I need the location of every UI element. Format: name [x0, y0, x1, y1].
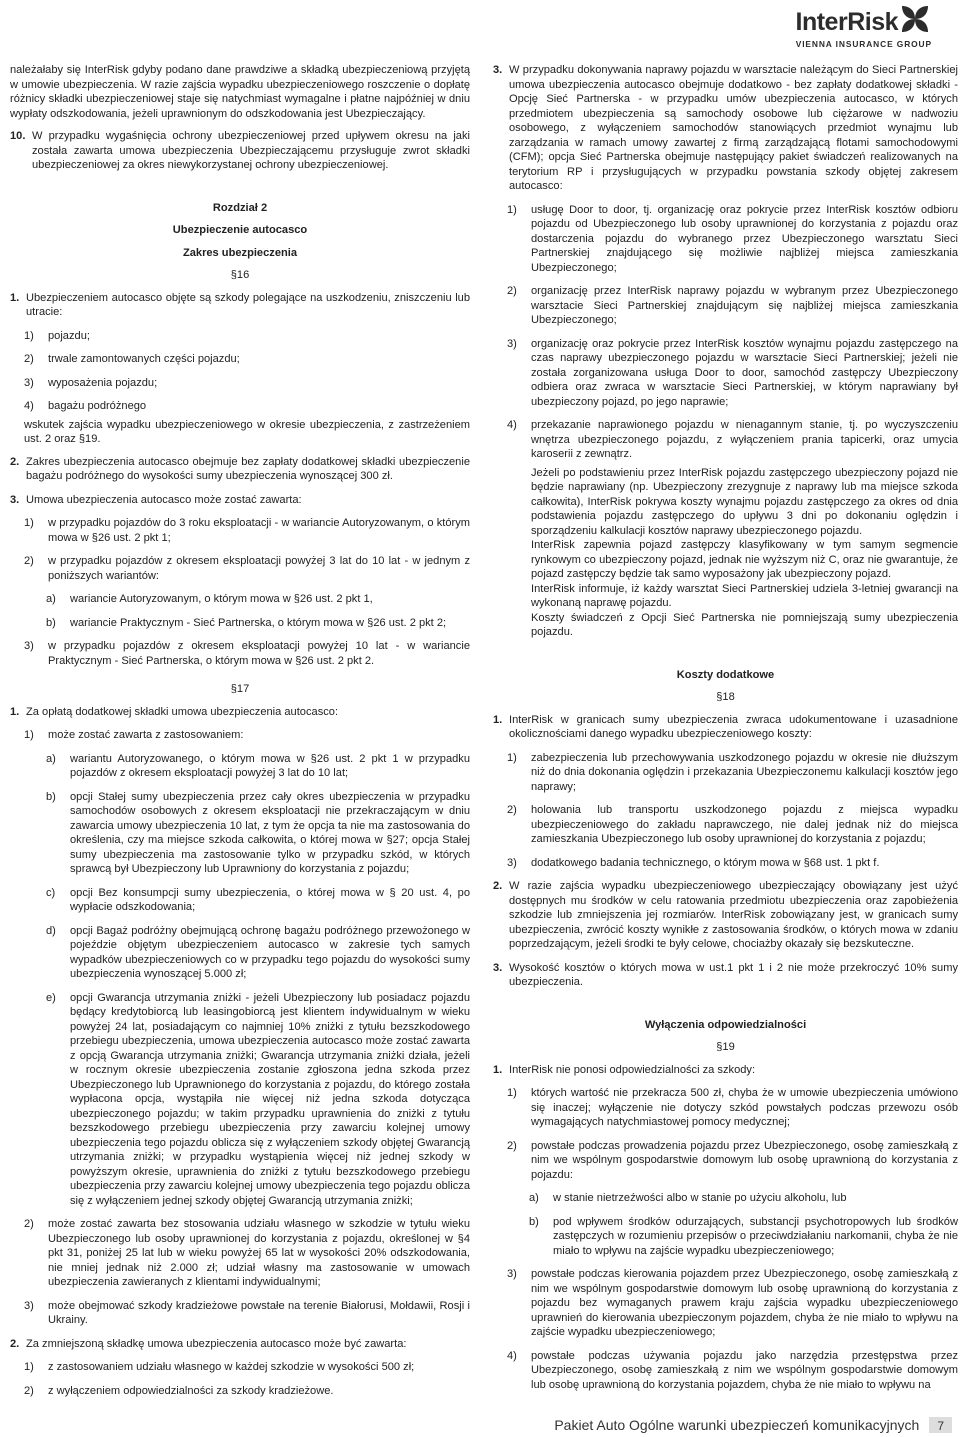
s18-point-3 — [493, 961, 958, 990]
sub-list-item: a) wariancie Autoryzowanym, o którym mowa w §26 ust. 2 pkt 1, — [46, 593, 373, 605]
item-number: 2. — [10, 455, 20, 468]
list-item: 1) zabezpieczenia lub przechowywania uszkodzonego pojazdu w okresie nie dłuższym niż do dnia dokonania oględzin i przekazania Ubezpieczonemu kalkulacji kosztów jego naprawy; — [507, 751, 958, 793]
section-symbol: §17 — [230, 683, 250, 695]
page-number: 7 — [929, 1417, 952, 1433]
item-text: W przypadku dokonywania naprawy pojazdu w warsztacie należącym do Sieci Partnerskiej umowa ubezpieczenia autocasco obejmuje dodatkowo - bez zapłaty dodatkowej składki - Opcję Sieć Partnerska - w przypadku umów ubezpieczenia autocasco, w których przedmiotem ubezpieczenia są samochody osobowe lub ciężarowe w nadwoziu osobowego, z wyłączeniem samochodów stanowiących przedmiot wynajmu lub zarządzania w ramach umowy zawartej z firmą zarządzającą flotami samochodowymi (CFM); opcja Sieć Partnerska obejmuje następujący pakiet świadczeń realizowanych na terytorium RP i przysługujących w przypadku powstania szkody objętej zakresem autocasco: — [509, 64, 958, 192]
list-item: 4) bagażu podróżnego — [24, 400, 147, 412]
logo-wordmark: InterRisk — [795, 8, 898, 36]
list-item: 3) organizację oraz pokrycie przez InterRisk kosztów wynajmu pojazdu zastępczego na czas naprawy ubezpieczonego pojazdu w warsztacie Sieci Partnerskiej; jeżeli nie została zorganizowana usługa Door to door, samochód zastępczy Ubezpieczony odbiera oraz zwraca w warsztacie Sieci Partnerskiej, w którym naprawiany był ubezpieczony pojazd, po jego naprawie; — [507, 337, 958, 408]
list-item: 3) może obejmować szkody kradzieżowe powstałe na terenie Białorusi, Mołdawii, Rosji i Ukrainy. — [24, 1299, 470, 1326]
item-number: 2. — [10, 1337, 20, 1350]
s16-point-1 — [10, 291, 470, 320]
sub-list-item: b) opcji Stałej sumy ubezpieczenia przez cały okres ubezpieczenia w przypadku samochodów osobowych z okresem eksploatacji nie przekraczającym w dniu zawarcia umowy ubezpieczenia 10 lat, z tym że opcja ta nie ma zastosowania do określenia, czy ma miejsce szkoda całkowita, o której mowa w §27; opcja Stałej sumy ubezpieczenia ma zastosowanie tylko w przypadku szkód, w których sprawcą był Ubezpieczony lub Uprawniony do korzystania z pojazdu; — [46, 790, 470, 875]
sub-list-item: b) wariancie Praktycznym - Sieć Partnerska, o którym mowa w §26 ust. 2 pkt 2; — [46, 616, 447, 629]
logo — [777, 4, 932, 54]
section-title: Koszty dodatkowe — [676, 668, 775, 681]
list-item: 2) w przypadku pojazdów z okresem eksploatacji powyżej 3 lat do 10 lat - w jednym z poniższych wariantów: — [24, 555, 470, 582]
list-item: 3) powstałe podczas kierowania pojazdem przez Ubezpieczonego, osobę zamieszkałą z nim we wspólnym gospodarstwie domowym lub osobę uprawnioną do korzystania z pojazdu bez wymaganych prawem kraju zajścia wypadku ubezpieczeniowego uprawnień do kierowania ubezpieczonym pojazdem, chyba że nie miało to wpływu na zajście wypadku ubezpieczeniowego; — [507, 1268, 958, 1338]
list-item: 2) może zostać zawarta bez stosowania udziału własnego w szkodzie w tytułu wieku Ubezpieczonego lub osoby uprawnionej do korzystania z pojazdu, określonej w §4 pkt 31, poniżej 25 lat lub w wieku powyżej 65 lat w wysokości 20% odszkodowania, nie mniej jednak niż 2.000 zł; udział własny ma zastosowanie w umowach ubezpieczenia zawieranych z klientami indywidualnymi; — [24, 1218, 470, 1288]
note-paragraph: InterRisk zapewnia pojazd zastępczy klasyfikowany w tym samym segmencie rynkowym co ubezpieczony pojazd, jednak nie wyższym niż C, oraz nie gwarantuje, że pojazd zastępczy będzie tak samo wyposażony jak ubezpieczony pojazd. — [531, 539, 958, 580]
list-item: 1) z zastosowaniem udziału własnego w każdej szkodzie w wysokości 500 zł; — [24, 1361, 415, 1373]
list-item: 4) powstałe podczas używania pojazdu jako narzędzia przestępstwa przez Ubezpieczonego, osobę zamieszkałą z nim we wspólnym gospodarstwie domowym lub osobę uprawnioną do korzystania pojazdem, chyba że nie miało to wpływu na — [507, 1349, 958, 1391]
item-number: 1. — [10, 705, 20, 718]
item-text: Zakres ubezpieczenia autocasco obejmuje bez zapłaty dodatkowej składki ubezpieczenie bagażu podróżnego do wysokości sumy ubezpieczenia wynoszącej 300 zł. — [26, 455, 470, 482]
exclusions-heading — [493, 1018, 958, 1055]
s17-point-1 — [10, 705, 470, 720]
item-text: InterRisk w granicach sumy ubezpieczenia zwraca udokumentowane i uzasadnione okolicznościami danego wypadku ubezpieczeniowego koszty: — [509, 713, 958, 740]
list-item: 1) może zostać zawarta z zastosowaniem: — [24, 729, 244, 741]
section-symbol: §16 — [230, 269, 250, 281]
leaf-logo-icon — [900, 4, 930, 34]
item-number: 2. — [493, 880, 503, 892]
sub-list-item: e) opcji Gwarancja utrzymania zniżki - jeżeli Ubezpieczony lub posiadacz pojazdu będący kredytobiorcą lub leasingobiorcą jest klientem indywidualnym w wieku powyżej 24 lat, posiadającym co najmniej 10% zniżki z tytułu bezszkodowego przebiegu ubezpieczenia, umowa ubezpieczenia autocasco może zostać zawarta z opcją Gwarancja utrzymania zniżki; Gwarancja utrzymania zniżki działa, jeżeli w rocznym okresie ubezpieczenia zostanie zgłoszona jedna szkoda przez Ubezpieczonego lub Uprawnionego do korzystania z pojazdu, do którego została wypłacona opcja, wystąpiła nie więcej niż jedna szkoda dotycząca ubezpieczonego pojazdu; w takim przypadku uprawnienia do zniżki z tytułu bezszkodowego przebiegu ubezpieczenia przy zawarciu kolejnej umowy ubezpieczenia tego pojazdu oblicza się z wyłączeniem szkody objętej Gwarancją utrzymania zniżki; w przypadku wystąpienia więcej niż jednej szkody w powyższym okresie, uprawnienia do zniżki z tytułu bezszkodowego przebiegu ubezpieczenia przy zawarciu kolejnej umowy ubezpieczenia tego pojazdu oblicza się z wyłączeniem jednej szkody objętej Gwarancją utrzymania zniżki; — [46, 991, 470, 1207]
costs-heading — [493, 668, 958, 705]
sub-list-item: a) wariantu Autoryzowanego, o którym mowa w §26 ust. 2 pkt 1 w przypadku pojazdów z okresem eksploatacji powyżej 3 lat do 10 lat; — [46, 752, 470, 779]
list-item: 3) dodatkowego badania technicznego, o którym mowa w §68 ust. 1 pkt f. — [507, 856, 880, 869]
sub-list-item: d) opcji Bagaż podróżny obejmującą ochronę bagażu podróżnego przewożonego w pojeździe objętym ubezpieczeniem autocasco w zakresie tych samych wypadków ubezpieczeniowych co w przypadku tego pojazdu do wysokości sumy ubezpieczenia wynoszącej 5.000 zł; — [46, 924, 470, 980]
item-number: 3. — [10, 493, 20, 506]
item-number: 3. — [493, 64, 503, 76]
section-title: Wyłączenia odpowiedzialności — [644, 1018, 807, 1031]
section-symbol: §19 — [716, 1041, 735, 1053]
chapter-title: Ubezpieczenie autocasco — [172, 224, 308, 236]
s19-point-1 — [493, 1063, 958, 1078]
item-text: Ubezpieczeniem autocasco objęte są szkody polegające na uszkodzeniu, zniszczeniu lub utracie: — [26, 291, 470, 318]
section-symbol: §18 — [716, 691, 735, 703]
s17-point-2 — [10, 1337, 470, 1352]
page-footer — [554, 1413, 952, 1433]
list-item: 2) organizację przez InterRisk naprawy pojazdu w wybranym przez Ubezpieczonego warsztacie Sieci Partnerskiej znajdującym się najbliżej miejsca zamieszkania Ubezpieczonego; — [507, 285, 958, 326]
list-item: 2) z wyłączeniem odpowiedzialności za szkody kradzieżowe. — [24, 1384, 334, 1397]
chapter-number: Rozdział 2 — [212, 201, 268, 214]
section-title: Zakres ubezpieczenia — [182, 246, 298, 259]
item-text: Za opłatą dodatkowej składki umowa ubezpieczenia autocasco: — [26, 705, 339, 718]
right-column — [493, 63, 958, 1401]
list-item: 1) w przypadku pojazdów do 3 roku eksploatacji - w wariancie Autoryzowanym, o którym mowa w §26 ust. 2 pkt 1; — [24, 517, 470, 544]
item-text: Wysokość kosztów o których mowa w ust.1 pkt 1 i 2 nie może przekroczyć 10% sumy ubezpieczenia. — [509, 961, 958, 988]
item-number: 10. — [10, 130, 26, 142]
item-number: 1. — [10, 291, 20, 304]
left-column — [10, 63, 470, 1407]
sub-list-item: c) opcji Bez konsumpcji sumy ubezpieczenia, o której mowa w § 20 ust. 4, po wypłacie odszkodowania; — [46, 886, 470, 913]
list-item: 1) usługę Door to door, tj. organizację oraz pokrycie przez InterRisk kosztów odbioru pojazdu od Ubezpieczonego lub osoby uprawnionej do korzystania z pojazdu oraz dostarczenia pojazdu do wybranego przez Ubezpieczonego warsztatu Sieci Partnerskiej znajdującego się możliwie najbliżej miejsca zamieszkania Ubezpieczonego; — [507, 203, 958, 274]
logo-tagline: VIENNA INSURANCE GROUP — [795, 39, 932, 49]
item-number: 3. — [493, 961, 503, 974]
list-item: 4) przekazanie naprawionego pojazdu w nienagannym stanie, tj. po wyczyszczeniu wnętrza ubezpieczonego pojazdu, z wyłączeniem prania tapicerki, oraz umycia karoserii z zewnątrz. — [507, 419, 958, 460]
s18-point-1 — [493, 713, 958, 742]
sub-list-item: a) w stanie nietrzeźwości albo w stanie po użyciu alkoholu, lub — [529, 1192, 847, 1204]
sub-list-item: b) pod wpływem środków odurzających, substancji psychotropowych lub środków zastępczych w rozumieniu przepisów o przeciwdziałaniu narkomanii, chyba że nie miało to wpływu na zajście wypadku ubezpieczeniowego; — [529, 1215, 958, 1257]
item-text: Umowa ubezpieczenia autocasco może zostać zawarta: — [26, 493, 302, 506]
note-paragraph: Jeżeli po podstawieniu przez InterRisk pojazdu zastępczego ubezpieczony pojazd nie będzie naprawiany (np. Ubezpieczony zrezygnuje z naprawy lub ma miejsce szkoda całkowita), InterRisk pokrywa koszty wynajmu pojazdu zastępczego za okres od dnia podstawienia pojazdu zastępczego do upływu 3 dni po dokonaniu oględzin i sporządzeniu kalkulacji kosztów naprawy ubezpieczonego pojazdu. — [531, 466, 958, 537]
s16-point-2 — [10, 455, 470, 484]
list-item: 2) trwale zamontowanych części pojazdu; — [24, 353, 240, 365]
item-text: Za zmniejszoną składkę umowa ubezpieczenia autocasco może być zawarta: — [26, 1337, 407, 1350]
item-number: 1. — [493, 713, 503, 726]
intro-paragraph: należałaby się InterRisk gdyby podano dane prawdziwe a składką ubezpieczeniową przyjętą w umowie ubezpieczenia. W razie zajścia wypadku ubezpieczeniowego roszczenie o dopłatę różnicy składki ubezpieczeniowej staje się natychmiast wymagalne i płatne najpóźniej w dniu wypłaty odszkodowania, jeżeli uprawnionym do odszkodowania jest Ubezpieczający. — [10, 64, 470, 120]
item-number: 1. — [493, 1063, 503, 1076]
s16-point-3 — [10, 493, 470, 508]
chapter-heading — [10, 201, 470, 283]
footer-title: Pakiet Auto Ogólne warunki ubezpieczeń komunikacyjnych — [554, 1417, 920, 1433]
s16-tail: wskutek zajścia wypadku ubezpieczeniowego w okresie ubezpieczenia, z zastrzeżeniem ust. 2 oraz §19. — [24, 418, 470, 445]
list-item: 1) których wartość nie przekracza 500 zł, chyba że w umowie ubezpieczenia umówiono się inaczej; wyłączenie nie dotyczy szkód powstałych podczas przewozu osób wymagających natychmiastowej pomocy medycznej; — [507, 1087, 958, 1128]
item-text: W razie zajścia wypadku ubezpieczeniowego ubezpieczający obowiązany jest użyć dostępnych mu środków w celu ratowania przedmiotu ubezpieczenia oraz zapobieżenia szkodzie lub zmniejszenia jej rozmiarów. InterRisk zobowiązany jest, w granicach sumy ubezpieczenia, zwrócić koszty wynikłe z zastosowania środków, o których mowa w zdaniu poprzedzającym, jeżeli środki te były celowe, chociażby okazały się bezskuteczne. — [509, 880, 958, 950]
paragraph-3 — [493, 63, 958, 194]
note-paragraph: Koszty świadczeń z Opcji Sieć Partnerska nie pomniejszają sumy ubezpieczenia pojazdu. — [531, 611, 958, 638]
note-paragraph: InterRisk informuje, iż każdy warsztat Sieci Partnerskiej udziela 3-letniej gwarancji na wykonaną naprawę pojazdu. — [531, 582, 958, 609]
list-item: 2) powstałe podczas prowadzenia pojazdu przez Ubezpieczonego, osobę zamieszkałą z nim we wspólnym gospodarstwie domowym lub osobę uprawnioną do korzystania z pojazdu: — [507, 1139, 958, 1181]
list-item: 3) wyposażenia pojazdu; — [24, 376, 158, 389]
item-text: InterRisk nie ponosi odpowiedzialności za szkody: — [509, 1063, 756, 1076]
list-item: 2) holowania lub transportu uszkodzonego pojazdu z miejsca wypadku ubezpieczeniowego do zakładu naprawczego, nie dalej jednak niż do miejsca zamieszkania Ubezpieczonego lub osoby uprawnionej do korzystania z pojazdu; — [507, 804, 958, 845]
list-item: 1) pojazdu; — [24, 329, 90, 342]
list-item: 3) w przypadku pojazdów z okresem eksploatacji powyżej 10 lat - w wariancie Praktycznym - Sieć Partnerska, o którym mowa w §26 ust. 2 pkt 2. — [24, 640, 470, 667]
paragraph-10 — [10, 129, 470, 173]
s18-point-2 — [493, 879, 958, 952]
item-text: W przypadku wygaśnięcia ochrony ubezpieczeniowej przed upływem okresu na jaki została zawarta umowa ubezpieczenia Ubezpieczającemu przysługuje zwrot składki ubezpieczeniowej za okres niewykorzystanej ochrony ubezpieczeniowej. — [32, 130, 470, 171]
